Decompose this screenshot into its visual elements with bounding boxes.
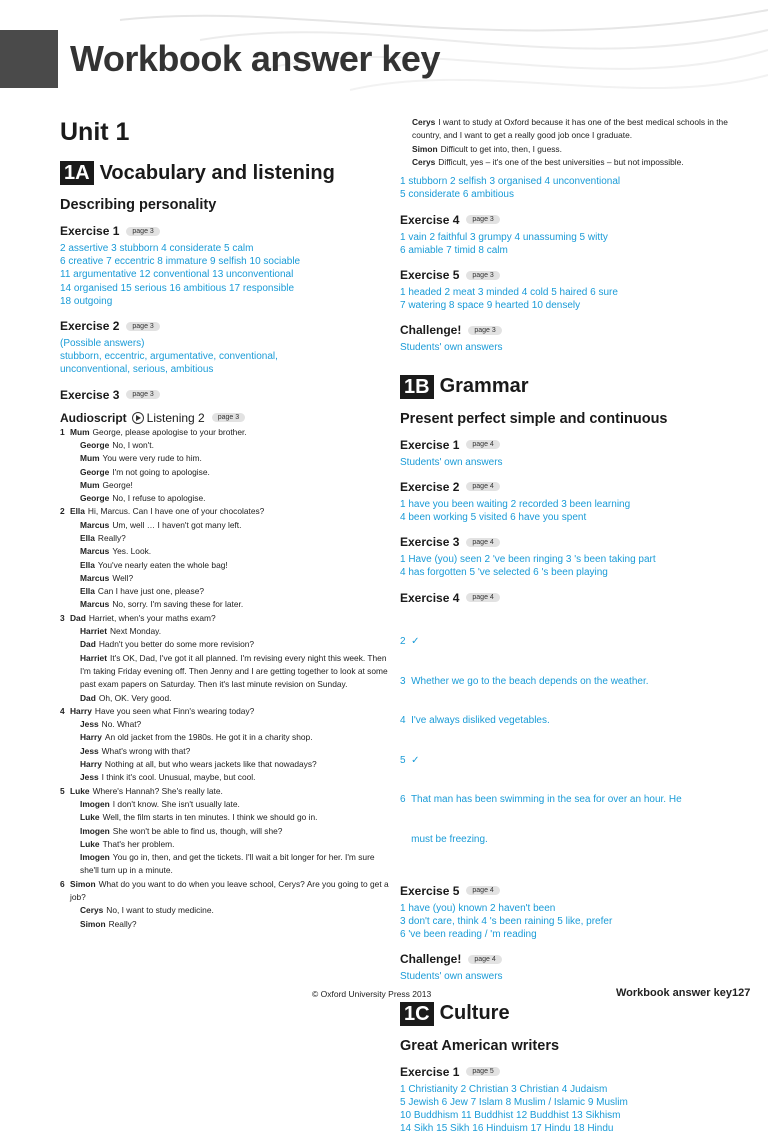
section-title: Grammar — [440, 375, 529, 398]
answer-block — [400, 902, 730, 942]
speaker-name: Imogen — [80, 852, 110, 862]
dialogue-number: 4 — [60, 705, 70, 718]
dialogue-number — [60, 731, 70, 744]
page-tag: page 3 — [126, 322, 159, 331]
script-body — [70, 745, 390, 758]
audioscript-label: Audioscript — [60, 411, 127, 425]
script-body — [70, 825, 390, 838]
unit-title: Unit 1 — [60, 118, 390, 147]
script-body — [412, 116, 730, 143]
speaker-text: Hadn't you better do some more revision? — [99, 639, 254, 649]
dialogue-number — [60, 904, 70, 917]
dialogue-number — [60, 638, 70, 651]
speaker-name: Mum — [70, 427, 90, 437]
exercise-heading — [400, 884, 730, 898]
exercise-label: Exercise 1 — [400, 438, 459, 452]
dialogue-number — [60, 851, 70, 878]
exercise-label: Exercise 3 — [60, 388, 119, 402]
script-body — [70, 838, 390, 851]
dialogue-number — [60, 771, 70, 784]
script-body — [70, 878, 390, 905]
answer-line: 6 've been reading / 'm reading — [400, 928, 730, 941]
speaker-name: Mum — [80, 480, 100, 490]
header-block — [0, 30, 58, 88]
script-body — [70, 585, 390, 598]
section-subtitle: Great American writers — [400, 1038, 730, 1054]
speaker-name: Jess — [80, 719, 99, 729]
speaker-text: No, I want to study medicine. — [106, 905, 214, 915]
speaker-text: What's wrong with that? — [102, 746, 191, 756]
speaker-name: Harry — [70, 706, 92, 716]
answer-line: 11 argumentative 12 conventional 13 unconventional — [60, 268, 390, 281]
answer-block — [400, 970, 730, 983]
script-line — [60, 825, 390, 838]
answer-block — [60, 242, 390, 308]
answer-line: unconventional, serious, ambitious — [60, 363, 390, 376]
speaker-text: Harriet, when's your maths exam? — [89, 613, 216, 623]
dialogue-number — [60, 838, 70, 851]
answer-line: 5 ✓ — [400, 754, 730, 767]
dialogue-number — [60, 825, 70, 838]
answer-line: 4 I've always disliked vegetables. — [400, 714, 730, 727]
script-line — [412, 156, 730, 169]
script-body — [70, 652, 390, 692]
script-body — [70, 798, 390, 811]
page-tag: page 4 — [466, 886, 499, 895]
page-tag: page 3 — [468, 326, 501, 335]
script-body — [70, 492, 390, 505]
script-line — [60, 918, 390, 931]
page-tag: page 3 — [126, 390, 159, 399]
answer-block — [400, 609, 730, 873]
script-line — [60, 598, 390, 611]
exercise-label: Exercise 5 — [400, 884, 459, 898]
exercise-heading — [60, 319, 390, 333]
script-body — [70, 545, 390, 558]
section-subtitle: Describing personality — [60, 197, 390, 213]
speaker-text: Hi, Marcus. Can I have one of your chocolates? — [88, 506, 264, 516]
script-body — [70, 758, 390, 771]
speaker-name: Marcus — [80, 520, 109, 530]
speaker-name: Dad — [70, 613, 86, 623]
script-body — [70, 452, 390, 465]
answer-block — [60, 337, 390, 377]
exercise-label: Challenge! — [400, 323, 461, 337]
speaker-text: Difficult to get into, then, I guess. — [441, 144, 562, 154]
answer-line: 6 That man has been swimming in the sea for over an hour. He — [400, 793, 730, 806]
answer-line: 6 amiable 7 timid 8 calm — [400, 244, 730, 257]
speaker-text: An old jacket from the 1980s. He got it in a charity shop. — [105, 732, 313, 742]
script-line — [60, 904, 390, 917]
exercise-label: Exercise 4 — [400, 213, 459, 227]
dialogue-number — [60, 652, 70, 692]
speaker-name: Dad — [80, 639, 96, 649]
exercise-label: Exercise 1 — [60, 224, 119, 238]
script-body — [70, 532, 390, 545]
script-body — [70, 918, 390, 931]
dialogue-number — [60, 572, 70, 585]
answer-line: 7 watering 8 space 9 hearted 10 densely — [400, 299, 730, 312]
script-line — [412, 116, 730, 143]
script-body — [70, 692, 390, 705]
speaker-name: Simon — [70, 879, 96, 889]
right-column — [400, 118, 730, 1135]
answer-line: must be freezing. — [400, 833, 730, 846]
speaker-name: Ella — [80, 560, 95, 570]
script-body — [70, 466, 390, 479]
dialogue-number — [60, 466, 70, 479]
dialogue-number — [60, 745, 70, 758]
speaker-name: Dad — [80, 693, 96, 703]
exercise-heading — [400, 268, 730, 282]
speaker-name: George — [80, 440, 109, 450]
section-badge: 1B — [400, 375, 434, 399]
page-tag: page 3 — [466, 215, 499, 224]
script-line — [60, 652, 390, 692]
exercise-heading — [60, 224, 390, 238]
speaker-text: What do you want to do when you leave school, Cerys? Are you going to get a job? — [70, 879, 389, 902]
exercise-label: Challenge! — [400, 952, 461, 966]
dialogue-number — [60, 798, 70, 811]
script-line — [60, 585, 390, 598]
script-body — [70, 718, 390, 731]
page-tag: page 4 — [466, 593, 499, 602]
exercise-label: Exercise 2 — [60, 319, 119, 333]
answer-line: 5 Jewish 6 Jew 7 Islam 8 Muslim / Islamic 9 Muslim — [400, 1096, 730, 1109]
script-body — [70, 572, 390, 585]
speaker-name: Harriet — [80, 626, 107, 636]
script-line — [60, 785, 390, 798]
script-line — [60, 426, 390, 439]
dialogue-number: 3 — [60, 612, 70, 625]
script-line — [60, 519, 390, 532]
exercise-heading — [400, 480, 730, 494]
speaker-text: Well? — [112, 573, 133, 583]
answer-line: 1 headed 2 meat 3 minded 4 cold 5 haired 6 sure — [400, 286, 730, 299]
speaker-text: No, I won't. — [112, 440, 154, 450]
answer-line: 2 assertive 3 stubborn 4 considerate 5 calm — [60, 242, 390, 255]
dialogue-number — [60, 519, 70, 532]
script-body — [70, 731, 390, 744]
page-tag: page 4 — [466, 538, 499, 547]
speaker-name: Harry — [80, 759, 102, 769]
answer-line: 1 vain 2 faithful 3 grumpy 4 unassuming 5 witty — [400, 231, 730, 244]
speaker-name: Ella — [80, 586, 95, 596]
answer-line: 1 have (you) known 2 haven't been — [400, 902, 730, 915]
section-subtitle: Present perfect simple and continuous — [400, 411, 730, 427]
script-line — [60, 718, 390, 731]
answer-line: 1 have you been waiting 2 recorded 3 been learning — [400, 498, 730, 511]
answer-line: Students' own answers — [400, 970, 730, 983]
speaker-text: Um, well … I haven't got many left. — [112, 520, 241, 530]
dialogue-number — [60, 758, 70, 771]
section-badge: 1A — [60, 161, 94, 185]
dialogue-number — [60, 625, 70, 638]
dialogue-number — [60, 559, 70, 572]
script-line — [60, 492, 390, 505]
dialogue-number — [60, 492, 70, 505]
script-line — [60, 505, 390, 518]
speaker-text: You've nearly eaten the whole bag! — [98, 560, 228, 570]
dialogue-number — [60, 532, 70, 545]
page-tag: page 5 — [466, 1067, 499, 1076]
speaker-text: Difficult, yes – it's one of the best universities – but not impossible. — [438, 157, 683, 167]
answer-line: 3 Whether we go to the beach depends on the weather. — [400, 675, 730, 688]
speaker-text: She won't be able to find us, though, will she? — [113, 826, 283, 836]
speaker-name: George — [80, 467, 109, 477]
speaker-name: Marcus — [80, 599, 109, 609]
script-body — [70, 851, 390, 878]
speaker-text: Really? — [109, 919, 137, 929]
exercise-label: Exercise 1 — [400, 1065, 459, 1079]
answer-line: 10 Buddhism 11 Buddhist 12 Buddhist 13 Sikhism — [400, 1109, 730, 1122]
script-body — [70, 811, 390, 824]
speaker-name: Simon — [412, 144, 438, 154]
page-tag: page 3 — [126, 227, 159, 236]
answer-line: (Possible answers) — [60, 337, 390, 350]
speaker-name: Marcus — [80, 573, 109, 583]
script-line — [60, 878, 390, 905]
section-title: Culture — [440, 1002, 510, 1025]
exercise-heading — [400, 591, 730, 605]
script-body — [70, 479, 390, 492]
speaker-name: Harry — [80, 732, 102, 742]
speaker-text: George, please apologise to your brother. — [93, 427, 247, 437]
dialogue-number — [60, 918, 70, 931]
answer-block — [400, 1083, 730, 1135]
script-body — [70, 505, 390, 518]
speaker-text: Nothing at all, but who wears jackets like that nowadays? — [105, 759, 317, 769]
script-line — [60, 692, 390, 705]
answer-block — [400, 498, 730, 524]
speaker-text: Where's Hannah? She's really late. — [93, 786, 223, 796]
answer-line: 1 stubborn 2 selfish 3 organised 4 unconventional — [400, 175, 730, 188]
answer-line: 1 Have (you) seen 2 've been ringing 3 's been taking part — [400, 553, 730, 566]
speaker-name: Cerys — [412, 117, 435, 127]
script-line — [60, 705, 390, 718]
section-1a-heading — [60, 161, 390, 185]
audioscript-continued — [400, 116, 730, 169]
script-line — [60, 479, 390, 492]
listening-icon — [132, 412, 144, 424]
speaker-name: Ella — [70, 506, 85, 516]
script-line — [60, 572, 390, 585]
dialogue-number: 2 — [60, 505, 70, 518]
page-tag: page 4 — [466, 440, 499, 449]
script-line — [60, 838, 390, 851]
speaker-text: Oh, OK. Very good. — [99, 693, 172, 703]
script-body — [412, 143, 730, 156]
challenge-heading — [400, 952, 730, 966]
audioscript-text — [60, 426, 390, 931]
exercise-heading — [400, 1065, 730, 1079]
exercise-label: Exercise 4 — [400, 591, 459, 605]
speaker-text: George! — [103, 480, 133, 490]
speaker-name: Imogen — [80, 826, 110, 836]
speaker-text: I think it's cool. Unusual, maybe, but cool. — [102, 772, 256, 782]
script-line — [60, 851, 390, 878]
answer-line: 18 outgoing — [60, 295, 390, 308]
speaker-name: Luke — [80, 839, 100, 849]
section-title: Vocabulary and listening — [100, 162, 335, 185]
dialogue-number: 5 — [60, 785, 70, 798]
page-tag: page 4 — [466, 482, 499, 491]
script-body — [70, 598, 390, 611]
speaker-name: Marcus — [80, 546, 109, 556]
answer-line: 2 ✓ — [400, 635, 730, 648]
exercise-heading — [400, 535, 730, 549]
exercise-heading — [400, 438, 730, 452]
script-body — [70, 771, 390, 784]
speaker-text: No, I refuse to apologise. — [112, 493, 205, 503]
page-number: 127 — [732, 987, 750, 999]
script-line — [60, 439, 390, 452]
answer-line: 4 has forgotten 5 've selected 6 's been playing — [400, 566, 730, 579]
listening-label: Listening 2 — [147, 411, 205, 425]
speaker-text: Have you seen what Finn's wearing today? — [95, 706, 254, 716]
answer-line: 14 Sikh 15 Sikh 16 Hinduism 17 Hindu 18 Hindu — [400, 1122, 730, 1135]
speaker-text: I don't know. She isn't usually late. — [113, 799, 240, 809]
dialogue-number — [60, 439, 70, 452]
answer-line: 4 been working 5 visited 6 have you spent — [400, 511, 730, 524]
speaker-text: Really? — [98, 533, 126, 543]
exercise-label: Exercise 3 — [400, 535, 459, 549]
script-line — [60, 466, 390, 479]
speaker-name: Simon — [80, 919, 106, 929]
speaker-name: Jess — [80, 772, 99, 782]
speaker-text: Next Monday. — [110, 626, 161, 636]
page-title: Workbook answer key — [70, 38, 440, 80]
answer-line: 3 don't care, think 4 's been raining 5 like, prefer — [400, 915, 730, 928]
script-line — [60, 452, 390, 465]
answer-line: Students' own answers — [400, 341, 730, 354]
answer-line: 14 organised 15 serious 16 ambitious 17 responsible — [60, 282, 390, 295]
answer-block — [400, 341, 730, 354]
answer-block — [400, 175, 730, 201]
dialogue-number — [60, 692, 70, 705]
speaker-text: No. What? — [102, 719, 142, 729]
script-body — [70, 625, 390, 638]
dialogue-number — [60, 598, 70, 611]
speaker-name: George — [80, 493, 109, 503]
footer-copyright: © Oxford University Press 2013 — [312, 989, 431, 999]
speaker-name: Mum — [80, 453, 100, 463]
speaker-text: It's OK, Dad, I've got it all planned. I'm revising every night this week. Then I'm taking Friday evening off. Then Jenny and I are getting together to look at some past exam papers on Saturday. Then it's last minute revision on Sunday. — [80, 653, 388, 690]
speaker-name: Harriet — [80, 653, 107, 663]
answer-block — [400, 456, 730, 469]
dialogue-number — [60, 452, 70, 465]
challenge-heading — [400, 323, 730, 337]
exercise-label: Exercise 5 — [400, 268, 459, 282]
script-body — [70, 559, 390, 572]
speaker-text: I want to study at Oxford because it has one of the best medical schools in the country, and I want to get a really good job once I graduate. — [412, 117, 728, 140]
script-line — [60, 745, 390, 758]
speaker-text: Can I have just one, please? — [98, 586, 204, 596]
script-line — [60, 545, 390, 558]
speaker-text: You go in, then, and get the tickets. I'll wait a bit longer for her. I'm sure she'll turn up in a minute. — [80, 852, 375, 875]
footer-label: Workbook answer key — [616, 987, 732, 999]
answer-line: 6 creative 7 eccentric 8 immature 9 selfish 10 sociable — [60, 255, 390, 268]
dialogue-number — [60, 545, 70, 558]
script-line — [60, 612, 390, 625]
script-body — [70, 612, 390, 625]
speaker-name: Luke — [80, 812, 100, 822]
speaker-name: Luke — [70, 786, 90, 796]
speaker-text: You were very rude to him. — [103, 453, 202, 463]
script-line — [60, 559, 390, 572]
script-body — [70, 904, 390, 917]
speaker-name: Cerys — [80, 905, 103, 915]
script-line — [60, 532, 390, 545]
speaker-text: That's her problem. — [103, 839, 175, 849]
exercise-heading — [400, 213, 730, 227]
speaker-text: No, sorry. I'm saving these for later. — [112, 599, 243, 609]
script-body — [70, 638, 390, 651]
dialogue-number — [60, 718, 70, 731]
answer-block — [400, 286, 730, 312]
section-1b-heading — [400, 375, 730, 399]
script-body — [412, 156, 730, 169]
answer-line: 5 considerate 6 ambitious — [400, 188, 730, 201]
speaker-name: Cerys — [412, 157, 435, 167]
dialogue-number — [60, 811, 70, 824]
speaker-name: Ella — [80, 533, 95, 543]
speaker-text: Yes. Look. — [112, 546, 151, 556]
dialogue-number — [60, 479, 70, 492]
dialogue-number: 1 — [60, 426, 70, 439]
script-body — [70, 705, 390, 718]
script-line — [60, 731, 390, 744]
script-line — [60, 625, 390, 638]
script-line — [60, 771, 390, 784]
page-tag: page 3 — [466, 271, 499, 280]
speaker-text: Well, the film starts in ten minutes. I think we should go in. — [103, 812, 318, 822]
script-line — [412, 143, 730, 156]
script-line — [60, 758, 390, 771]
script-line — [60, 798, 390, 811]
speaker-name: Imogen — [80, 799, 110, 809]
answer-line: 1 Christianity 2 Christian 3 Christian 4 Judaism — [400, 1083, 730, 1096]
answer-line: Students' own answers — [400, 456, 730, 469]
script-body — [70, 785, 390, 798]
page-tag: page 4 — [468, 955, 501, 964]
script-line — [60, 638, 390, 651]
audioscript-heading — [60, 411, 390, 425]
speaker-text: I'm not going to apologise. — [112, 467, 210, 477]
answer-block — [400, 553, 730, 579]
answer-block — [400, 231, 730, 257]
speaker-name: Jess — [80, 746, 99, 756]
exercise-heading — [60, 388, 390, 402]
answer-line: stubborn, eccentric, argumentative, conventional, — [60, 350, 390, 363]
script-body — [70, 519, 390, 532]
script-line — [60, 811, 390, 824]
page-tag: page 3 — [212, 413, 245, 422]
dialogue-number: 6 — [60, 878, 70, 905]
dialogue-number — [60, 585, 70, 598]
section-badge: 1C — [400, 1002, 434, 1026]
script-body — [70, 426, 390, 439]
exercise-label: Exercise 2 — [400, 480, 459, 494]
script-body — [70, 439, 390, 452]
left-column — [60, 118, 390, 931]
section-1c-heading — [400, 1002, 730, 1026]
